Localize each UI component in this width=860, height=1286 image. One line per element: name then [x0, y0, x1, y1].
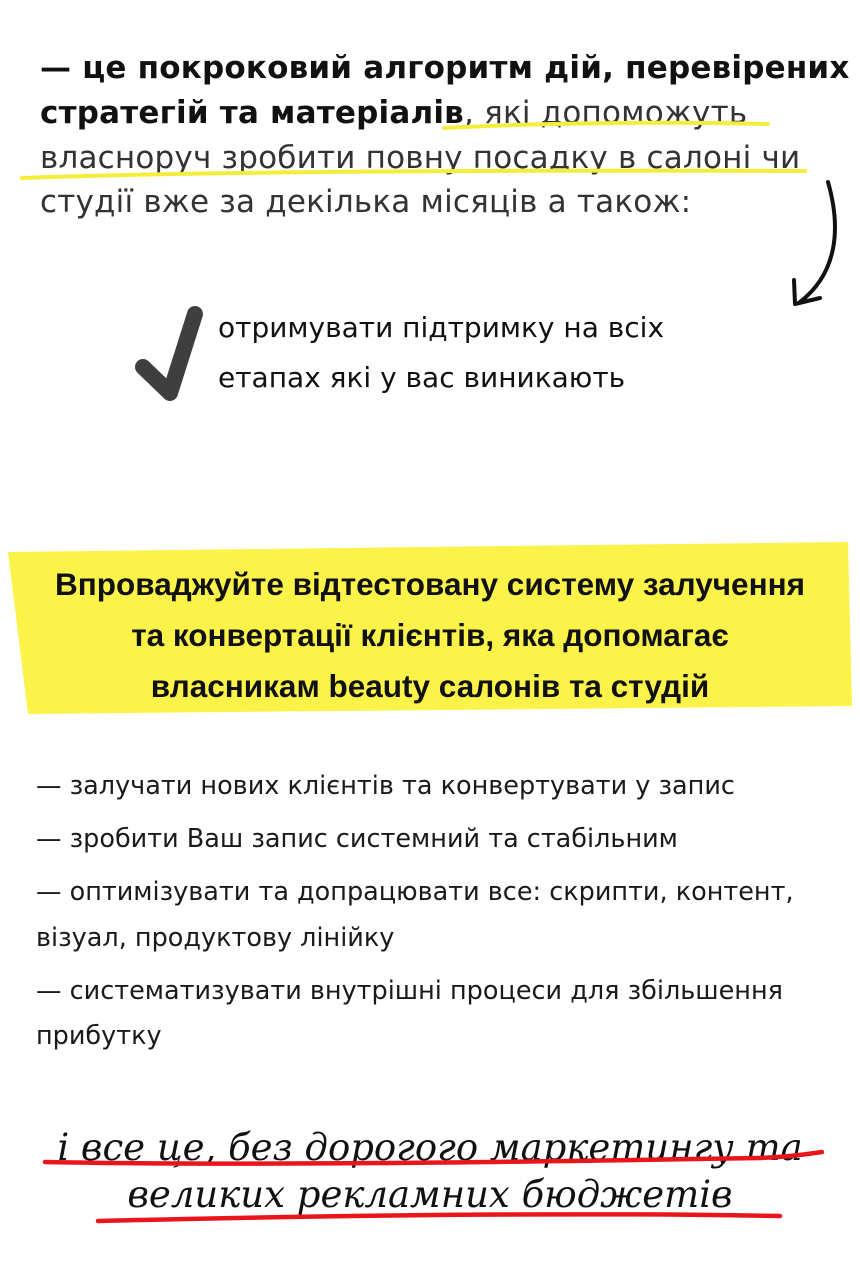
list-item-3-line-2: візуал, продуктову лінійку — [36, 923, 395, 953]
yellow-underlines — [0, 0, 860, 240]
list-item-4-line-2: прибутку — [36, 1021, 162, 1051]
banner-line-2: та конвертації клієнтів, яка допомагає — [131, 617, 729, 653]
intro-line-2-bold: стратегій та матеріалів — [40, 95, 464, 131]
list-item-1: — залучати нових клієнтів та конвертувати у запис — [36, 771, 735, 801]
checkmark-icon — [125, 300, 215, 410]
conclusion-line-1: і все це, без дорогого маркетингу та — [57, 1126, 803, 1169]
intro-line-1: — це покроковий алгоритм дій, перевірених — [40, 50, 850, 86]
intro-line-2-rest: , які допоможуть — [464, 95, 748, 131]
list-item-2: — зробити Ваш запис системний та стабільним — [36, 824, 678, 854]
yellow-underline-1 — [444, 123, 768, 128]
check-item-line-2: етапах які у вас виникають — [218, 361, 626, 394]
red-underline-1 — [45, 1152, 822, 1164]
curved-arrow-icon — [780, 176, 850, 316]
red-underline-2 — [98, 1214, 780, 1221]
check-item-line-1: отримувати підтримку на всіх — [218, 311, 665, 344]
banner-line-3: власникам beauty салонів та студій — [150, 668, 710, 704]
list-item-4-line-1: — систематизувати внутрішні процеси для збільшення — [36, 976, 783, 1006]
list-item-3-line-1: — оптимізувати та допрацювати все: скрипти, контент, — [36, 877, 794, 907]
red-underlines — [0, 1140, 860, 1240]
conclusion-line-2: великих рекламних бюджетів — [127, 1173, 733, 1216]
yellow-underline-2 — [22, 171, 805, 178]
intro-line-3: власноруч зробити повну посадку в салоні чи — [40, 140, 801, 176]
banner-line-1: Впроваджуйте відтестовану систему залучення — [54, 566, 806, 602]
intro-line-4: студії вже за декілька місяців а також: — [40, 184, 692, 220]
